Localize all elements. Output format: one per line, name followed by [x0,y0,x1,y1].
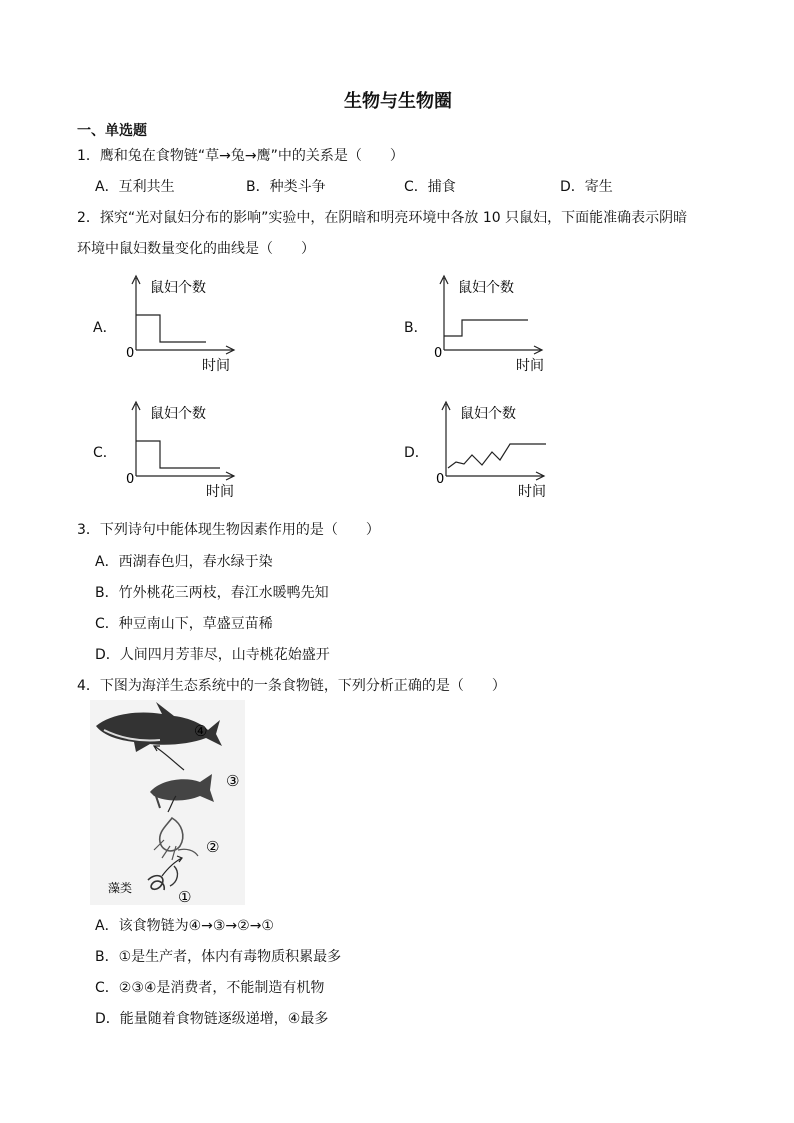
q3-stem: 3．下列诗句中能体现生物因素作用的是（ ） [77,522,380,538]
q2-stem-line1: 2．探究“光对鼠妇分布的影响”实验中，在阴暗和明亮环境中各放 10 只鼠妇，下面能准确表示阴暗 [77,210,688,226]
page-title: 生物与生物圈 [344,91,452,112]
q2-graph-c-ylabel: 鼠妇个数 [150,406,206,422]
q3-option-c: C．种豆南山下，草盛豆苗稀 [95,616,273,632]
q2-graph-c-origin: 0 [126,472,135,487]
q2-graph-b-xlabel: 时间 [516,358,544,374]
q2-graph-b [428,272,553,377]
q4-label-2: ② [206,838,220,856]
q4-algae-label: 藻类 [108,881,133,895]
q2-graph-a-origin: 0 [126,346,135,361]
q2-graph-c-xlabel: 时间 [206,484,234,500]
q2-stem-line2: 环境中鼠妇数量变化的曲线是（ ） [77,241,315,257]
q2-graph-b-ylabel: 鼠妇个数 [458,280,514,296]
q2-option-d-label: D． [404,445,429,461]
q1-option-b: B．种类斗争 [246,179,326,195]
q4-label-4: ④ [194,722,208,740]
section-heading: 一、单选题 [77,123,147,139]
q4-label-3: ③ [226,772,240,790]
q2-graph-b-origin: 0 [434,346,443,361]
q2-option-c-label: C． [93,445,117,461]
q4-option-b: B．①是生产者，体内有毒物质积累最多 [95,949,342,965]
q2-option-b-label: B． [404,320,428,336]
q4-food-chain-figure [90,700,245,905]
q2-graph-d-xlabel: 时间 [518,484,546,500]
q2-graph-d [430,398,555,503]
q2-graph-a [120,272,245,377]
q2-graph-d-ylabel: 鼠妇个数 [460,406,516,422]
q4-option-a: A．该食物链为④→③→②→① [95,918,274,934]
q2-option-a-label: A． [93,320,117,336]
q1-option-d: D．寄生 [560,179,613,195]
q4-option-d: D．能量随着食物链逐级递增，④最多 [95,1011,329,1027]
q2-graph-a-xlabel: 时间 [202,358,230,374]
q2-graph-c [120,398,245,503]
q1-option-a: A．互利共生 [95,179,175,195]
q2-graph-a-ylabel: 鼠妇个数 [150,280,206,296]
q3-option-d: D．人间四月芳菲尽，山寺桃花始盛开 [95,647,330,663]
q3-option-b: B．竹外桃花三两枝，春江水暖鸭先知 [95,585,329,601]
q2-graph-d-origin: 0 [436,472,445,487]
q4-label-1: ① [178,888,192,905]
q1-option-c: C．捕食 [404,179,456,195]
q4-stem: 4．下图为海洋生态系统中的一条食物链，下列分析正确的是（ ） [77,678,506,694]
q3-option-a: A．西湖春色归，春水绿于染 [95,554,273,570]
q4-option-c: C．②③④是消费者，不能制造有机物 [95,980,325,996]
q1-stem: 1．鹰和兔在食物链“草→兔→鹰”中的关系是（ ） [77,148,404,164]
